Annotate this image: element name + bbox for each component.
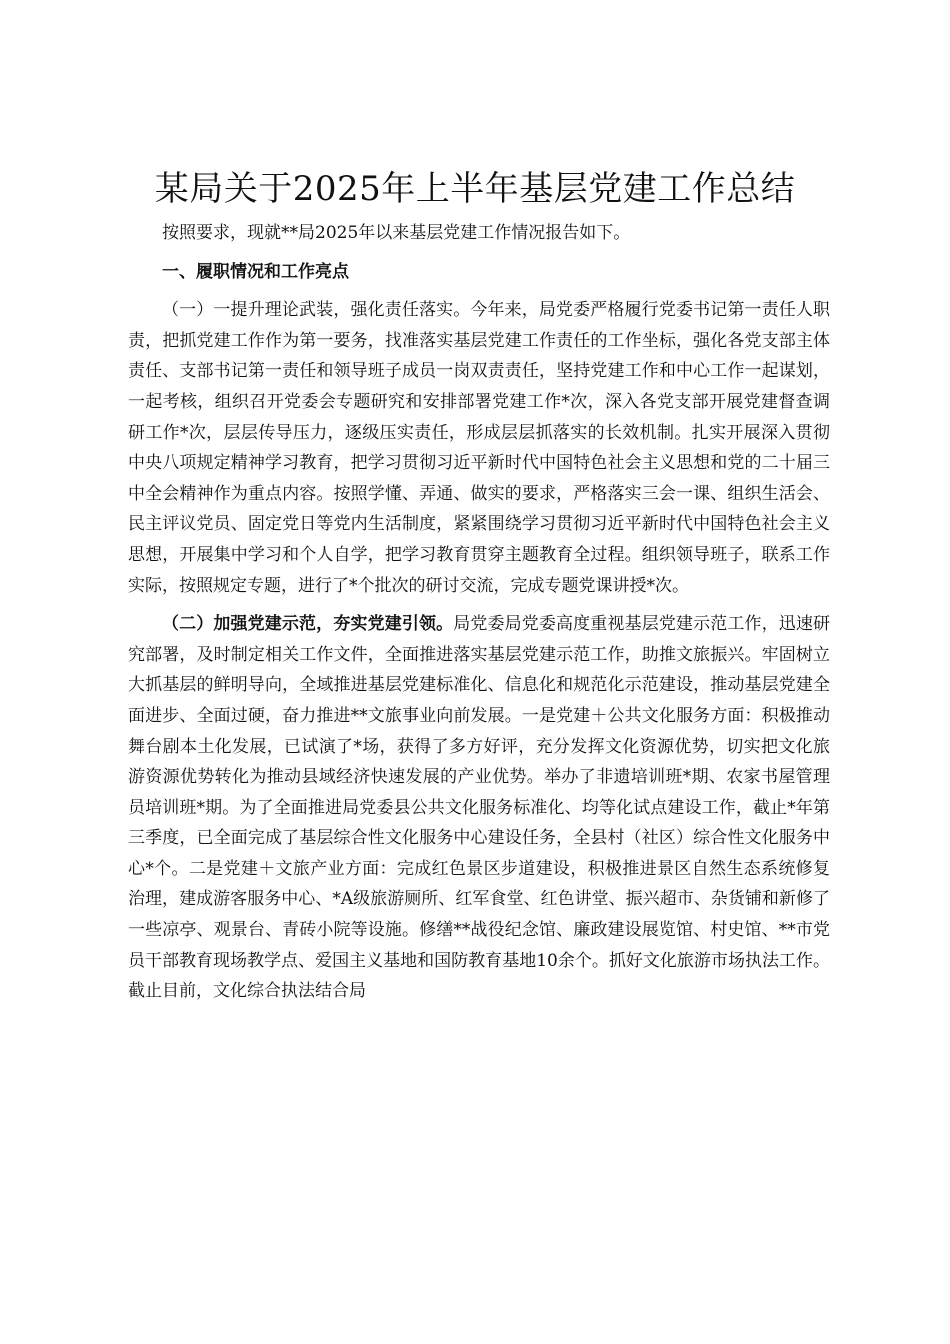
paragraph-2 bbox=[128, 609, 830, 1007]
document-title: 某局关于2025年上半年基层党建工作总结 bbox=[154, 169, 796, 209]
paragraph-2-body: 局党委局党委高度重视基层党建示范工作，迅速研究部署，及时制定相关工作文件，全面推进落实基层党建示范工作，助推文旅振兴。牢固树立大抓基层的鲜明导向，全域推进基层党建标准化、信息化和规范化示范建设，推动基层党建全面进步、全面过硬，奋力推进**文旅事业向前发展。一是党建＋公共文化服务方面：积极推动舞台剧本土化发展，已试演了*场，获得了多方好评，充分发挥文化资源优势，切实把文化旅游资源优势转化为推动县域经济快速发展的产业优势。举办了非遗培训班*期、农家书屋管理员培训班*期。为了全面推进局党委县公共文化服务标准化、均等化试点建设工作，截止*年第三季度，已全面完成了基层综合性文化服务中心建设任务，全县村（社区）综合性文化服务中心*个。二是党建＋文旅产业方面：完成红色景区步道建设，积极推进景区自然生态系统修复治理，建成游客服务中心、*A级旅游厕所、红军食堂、红色讲堂、振兴超市、杂货铺和新修了一些凉亭、观景台、青砖小院等设施。修缮**战役纪念馆、廉政建设展览馆、村史馆、**市党员干部教育现场教学点、爱国主义基地和国防教育基地10余个。抓好文化旅游市场执法工作。截止目前，文化综合执法结合局 bbox=[128, 614, 831, 1002]
paragraph-1: （一）一提升理论武装，强化责任落实。今年来，局党委严格履行党委书记第一责任人职责，把抓党建工作作为第一要务，找准落实基层党建工作责任的工作坐标，强化各党支部主体责任、支部书记第一责任和领导班子成员一岗双责责任，坚持党建工作和中心工作一起谋划，一起考核，组织召开党委会专题研究和安排部署党建工作*次，深入各党支部开展党建督查调研工作*次，层层传导压力，逐级压实责任，形成层层抓落实的长效机制。扎实开展深入贯彻中央八项规定精神学习教育，把学习贯彻习近平新时代中国特色社会主义思想和党的二十届三中全会精神作为重点内容。按照学懂、弄通、做实的要求，严格落实三会一课、组织生活会、民主评议党员、固定党日等党内生活制度，紧紧围绕学习贯彻习近平新时代中国特色社会主义思想，开展集中学习和个人自学，把学习教育贯穿主题教育全过程。组织领导班子，联系工作实际，按照规定专题，进行了*个批次的研讨交流，完成专题党课讲授*次。 bbox=[128, 300, 830, 596]
document-body bbox=[128, 218, 830, 1007]
paragraph-2-lead: （二）加强党建示范，夯实党建引领。 bbox=[162, 614, 454, 635]
intro-paragraph: 按照要求，现就**局2025年以来基层党建工作情况报告如下。 bbox=[162, 223, 631, 243]
section-heading-1: 一、履职情况和工作亮点 bbox=[162, 261, 349, 282]
